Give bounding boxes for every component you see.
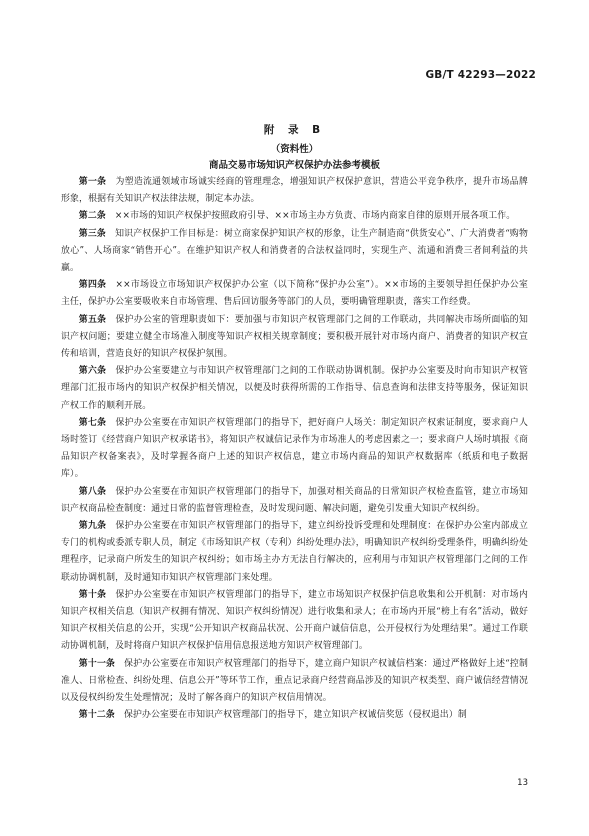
article-label: 第一条 <box>78 177 107 187</box>
annex-nature: （资料性） <box>270 144 319 155</box>
article-label: 第五条 <box>78 314 107 325</box>
annex-label: 附 录 B <box>263 124 326 136</box>
article-text: 为塑造流通领域市场诚实经商的管理理念，增强知识产权保护意识，营造公平竞争秩序，提升市场品牌形象，根据有关知识产权法律法规，制定本办法。 <box>61 177 528 205</box>
annex-title: 商品交易市场知识产权保护办法参考模板 <box>208 160 380 171</box>
article-text: 保护办公室要在市知识产权管理部门的指导下，建立市场知识产权保护信息收集和公开机制：对市场内知识产权相关信息（知识产权拥有情况、知识产权纠纷情况）进行收集和录人；在市场内开展“榜上有名”活动，做好知识产权相关信息的公开，实现“公开知识产权商品状况、公开商户诚信信息，公开侵权行为处理结果”。通过工作联动协调机制，及时将商户知识产权保护信用信息报送地方知识产权管理部门。 <box>61 589 528 652</box>
article-label: 第二条 <box>78 211 106 222</box>
article-label: 第十二条 <box>78 710 115 721</box>
article-label: 第四条 <box>78 280 107 291</box>
article-text: 保护办公室要在市知识产权管理部门的指导下，建立知识产权诚信奖惩（侵权退出）制 <box>123 710 467 721</box>
article-4 <box>61 277 528 311</box>
article-text: 保护办公室要在市知识产权管理部门的指导下，加强对相关商品的日常知识产权检查监管，建立市场知识产权商品检查制度：通过日常的监督管理检查，及时发现问题、解决问题，避免引发重大知识产权纠纷。 <box>61 486 528 514</box>
article-text: 保护办公室要在市知识产权管理部门的指导下，建立商户知识产权诚信档案：通过严格做好上述“控制准人、日常检查、纠纷处理、信息公开”等环节工作，重点记录商户经营商品涉及的知识产权类型、商户诚信经营情况以及侵权纠纷发生处理情况；及时了解各商户的知识产权信用情况。 <box>61 658 528 704</box>
article-label: 第十一条 <box>78 658 116 669</box>
article-text: 保护办公室要在市知识产权管理部门的指导下，把好商户人场关：制定知识产权索证制度，要求商户人场时签订《经营商户知识产权承诺书》，将知识产权诚信记录作为市场准人的考虑因素之一；要求商户人场时填报《商品知识产权备案表》，及时掌握各商户上述的知识产权信息，建立市场内商品的知识产权数据库（纸质和电子数据库）。 <box>61 417 528 480</box>
article-text: ××市场设立市场知识产权保护办公室（以下简称“保护办公室”）。××市场的主要领导担任保护办公室主任，保护办公室要吸收来自市场管理、售后回访服务等部门的人员，要明确管理职责，落实工作经费。 <box>61 280 528 308</box>
article-8 <box>61 484 528 518</box>
article-12 <box>61 707 528 724</box>
article-list <box>61 174 528 725</box>
article-6 <box>61 363 528 415</box>
article-9 <box>61 518 528 587</box>
article-3 <box>61 226 528 278</box>
article-label: 第十条 <box>78 589 107 600</box>
article-text: 保护办公室要在市知识产权管理部门的指导下，建立纠纷投诉受理和处理制度：在保护办公室内部成立专门的机构或委派专职人员，制定《市场知识产权（专利）纠纷处理办法》，明确知识产权纠纷受理条件，明确纠纷处理程序，记录商户所发生的知识产权纠纷；如市场主办方无法自行解决的，应利用与市知识产权管理部门之间的工作联动协调机制，及时通知市知识产权管理部门来处理。 <box>61 521 528 583</box>
article-text: ××市场的知识产权保护按照政府引导、××市场主办方负责、市场内商家自律的原则开展各项工作。 <box>114 211 516 222</box>
page-number: 13 <box>517 778 528 788</box>
article-label: 第六条 <box>78 366 107 377</box>
article-7 <box>61 415 528 484</box>
article-1 <box>61 174 528 208</box>
standard-code: GB/T 42293—2022 <box>425 69 536 81</box>
article-text: 知识产权保护工作目标是：树立商家保护知识产权的形象，让生产制造商“供货安心”、广大消费者“购物放心”、人场商家“销售开心”。在维护知识产权人和消费者的合法权益同时，实现生产、流通和消费三者间利益的共赢。 <box>61 228 529 274</box>
article-11 <box>61 656 528 708</box>
article-label: 第九条 <box>78 521 107 532</box>
article-5 <box>61 312 528 364</box>
article-text: 保护办公室的管理职责如下：要加强与市知识产权管理部门之间的工作联动，共同解决市场所面临的知识产权问题；要建立健全市场准入制度等知识产权相关规章制度；要积极开展针对市场内商户、消费者的知识产权宣传和培训，营造良好的知识产权保护氛围。 <box>61 314 528 360</box>
article-label: 第七条 <box>78 417 107 428</box>
article-text: 保护办公室要建立与市知识产权管理部门之间的工作联动协调机制。保护办公室要及时向市知识产权管理部门汇报市场内的知识产权保护相关情况，以便及时获得所需的工作指导、信息查询和法律支持等服务，保证知识产权工作的顺利开展。 <box>61 366 528 411</box>
article-label: 第八条 <box>78 486 107 497</box>
article-2 <box>61 208 528 225</box>
article-label: 第三条 <box>78 228 106 239</box>
article-10 <box>61 587 528 656</box>
